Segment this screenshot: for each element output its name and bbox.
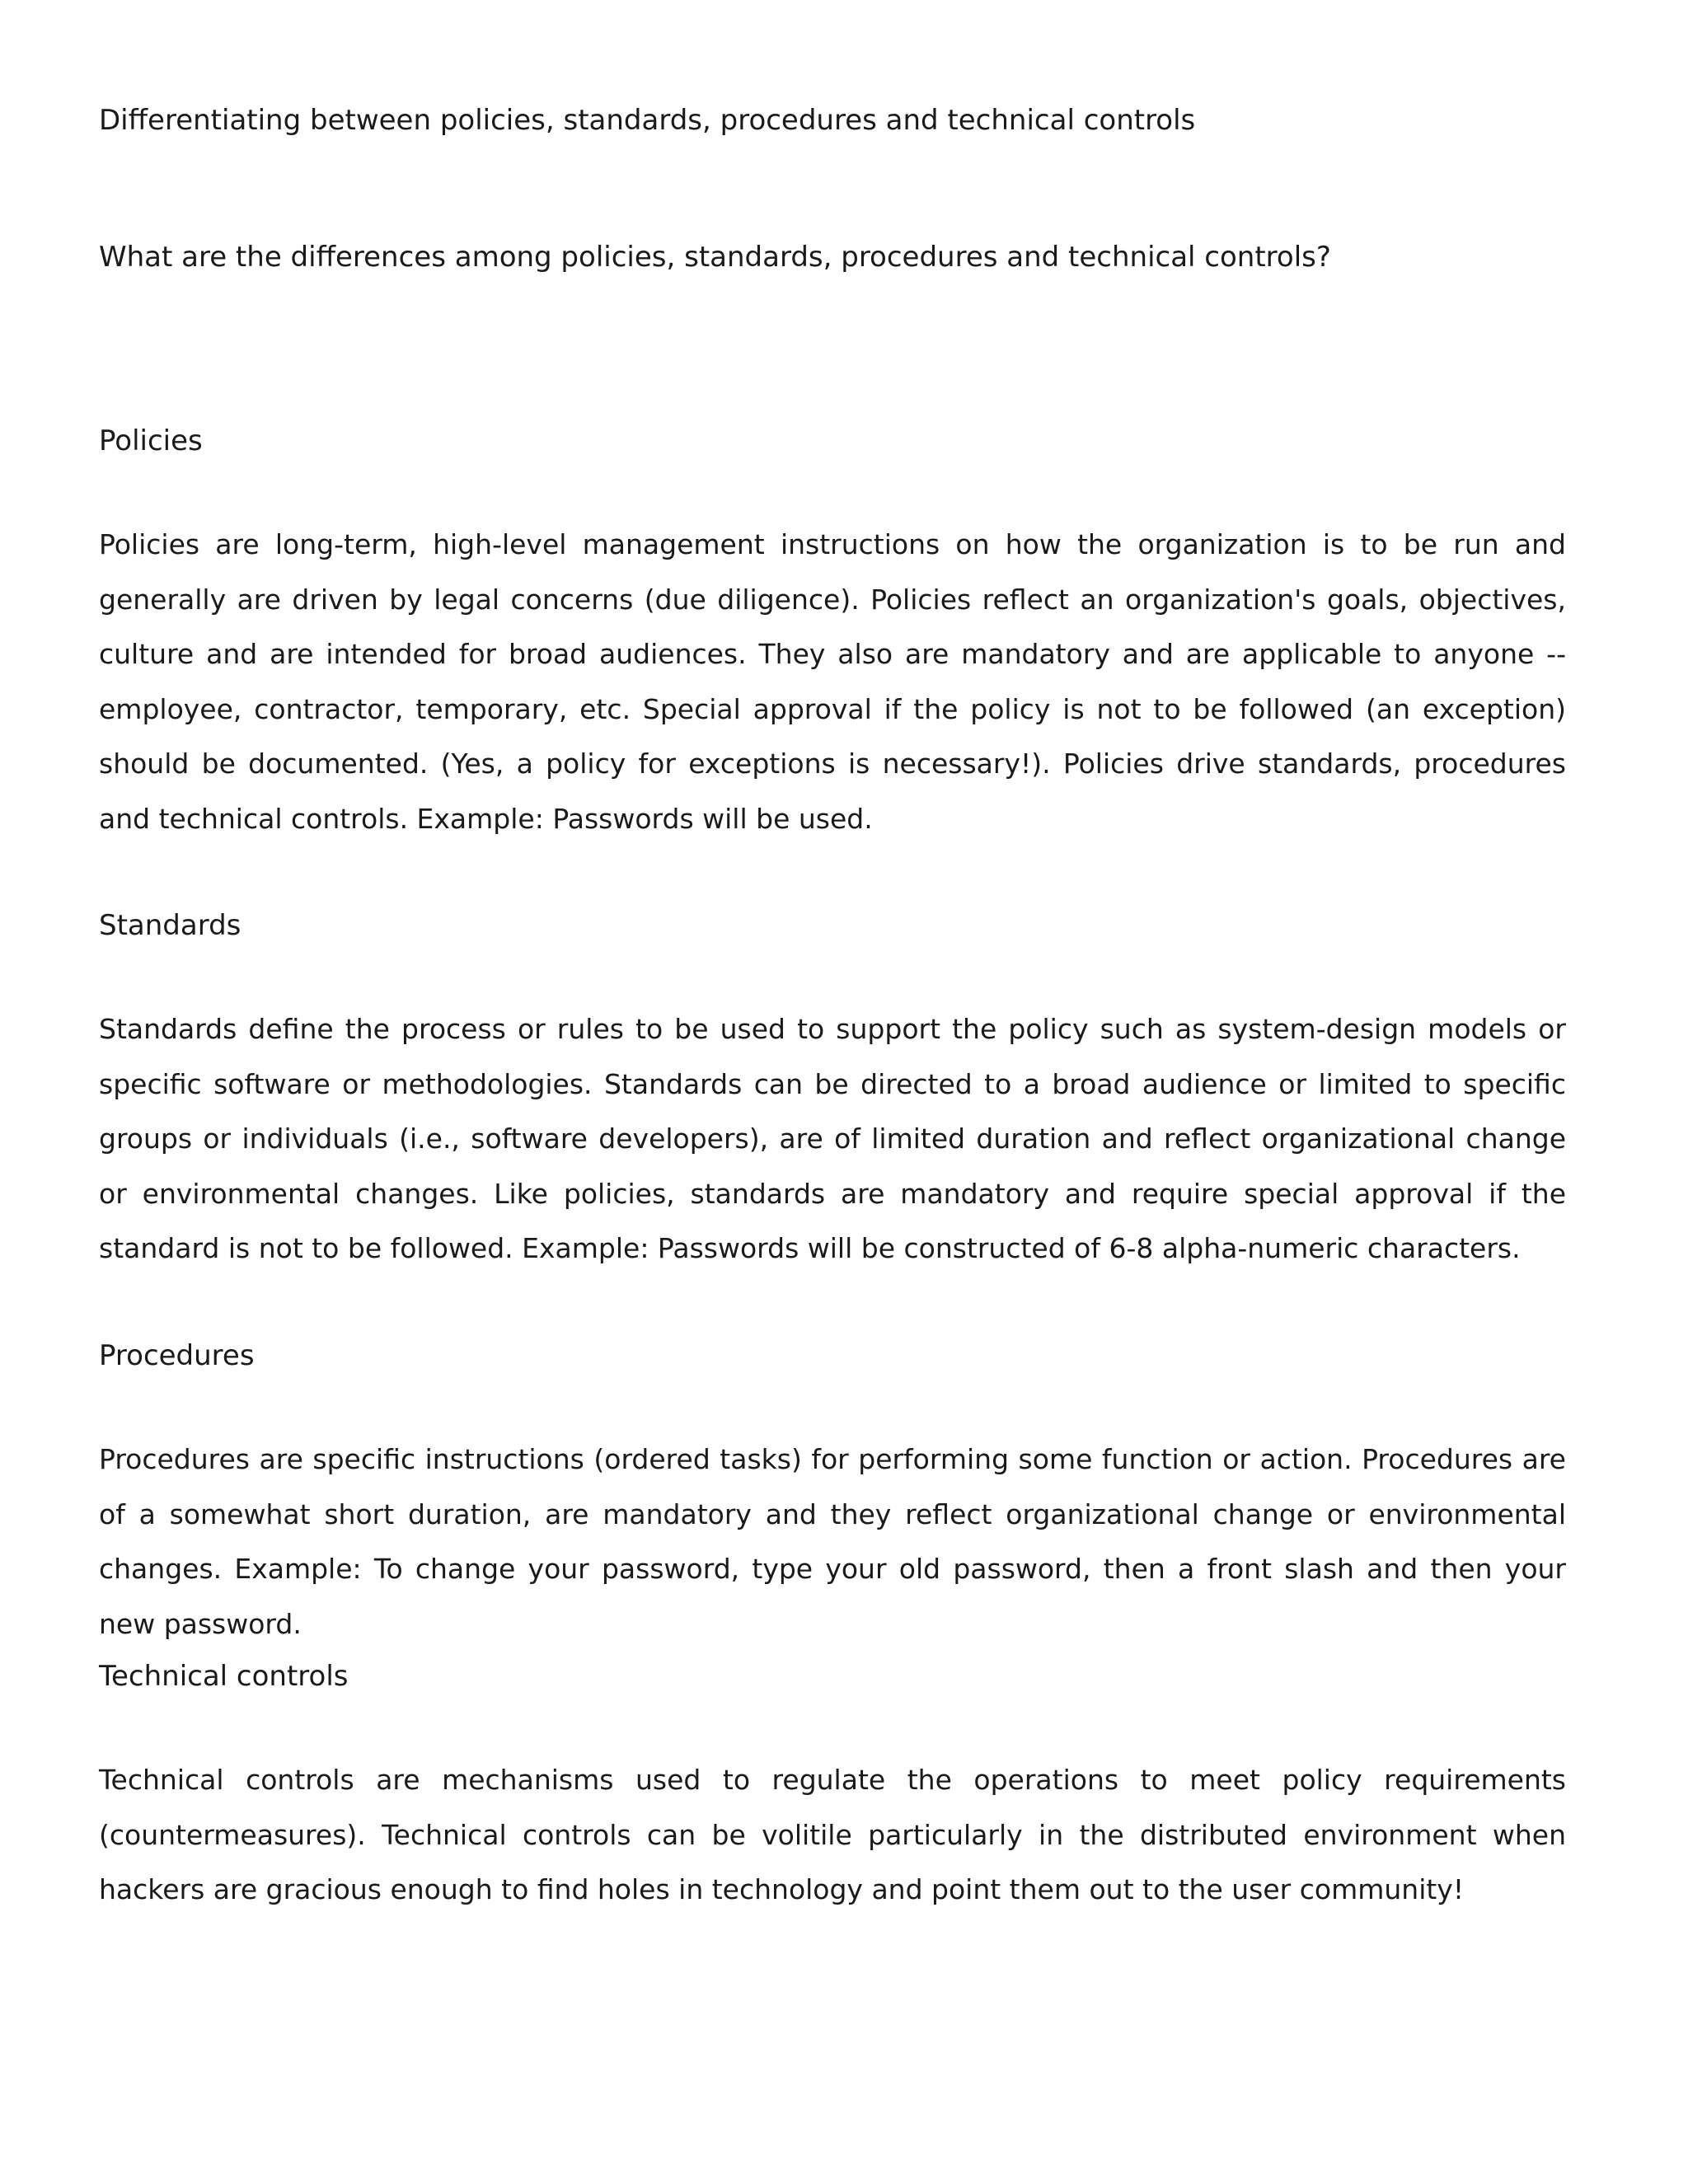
section-body-technical-controls: Technical controls are mechanisms used to regulate the operations to meet policy requirements (countermeasures). Technical controls can be volitile particularly in the distributed environment when hackers are gracious enough to find holes in technology and point them out to the user community! <box>99 1764 1566 1905</box>
document-question: What are the differences among policies, standards, procedures and technical controls? <box>99 241 1331 274</box>
section-heading-technical-controls: Technical controls <box>99 1660 349 1693</box>
section-heading-standards: Standards <box>99 909 241 942</box>
section-body-policies: Policies are long-term, high-level management instructions on how the organization is to be run and generally are driven by legal concerns (due diligence). Policies reflect an organization's goals, objectives, culture and are intended for broad audiences. They also are mandatory and are applicable to anyone -- employee, contractor, temporary, etc. Special approval if the policy is not to be followed (an exception) should be documented. (Yes, a policy for exceptions is necessary!). Policies drive standards, procedures and technical controls. Example: Passwords will be used. <box>99 528 1566 835</box>
section-body-standards: Standards define the process or rules to be used to support the policy such as system-design models or specific software or methodologies. Standards can be directed to a broad audience or limited to specific groups or individuals (i.e., software developers), are of limited duration and reflect organizational change or environmental changes. Like policies, standards are mandatory and require special approval if the standard is not to be followed. Example: Passwords will be constructed of 6-8 alpha-numeric characters. <box>99 1013 1566 1264</box>
section-heading-procedures: Procedures <box>99 1339 255 1372</box>
document-title: Differentiating between policies, standards, procedures and technical controls <box>99 104 1196 137</box>
section-heading-policies: Policies <box>99 424 203 457</box>
section-body-procedures: Procedures are specific instructions (ordered tasks) for performing some function or action. Procedures are of a somewhat short duration, are mandatory and they reflect organizational change or environmental changes. Example: To change your password, type your old password, then a front slash and then your new password. <box>99 1443 1566 1640</box>
